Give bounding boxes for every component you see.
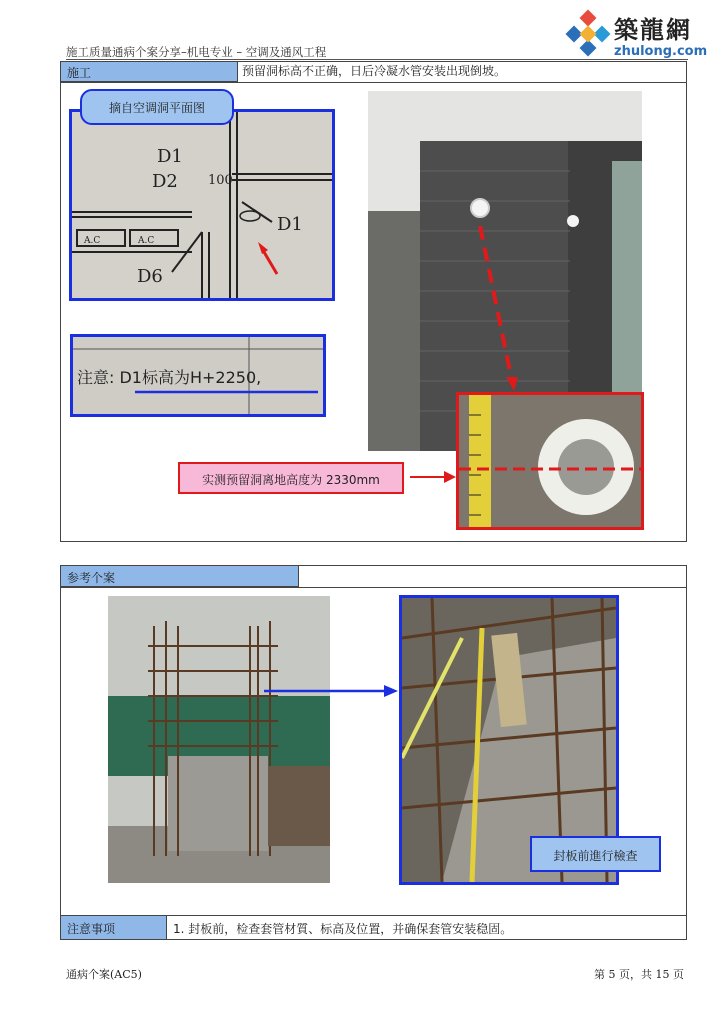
document-title: 施工质量通病个案分享–机电专业 – 空调及通风工程 (66, 45, 327, 59)
issue-description: 预留洞标高不正确，日后冷凝水管安装出现倒坡。 (242, 64, 507, 78)
svg-text:A.C: A.C (84, 236, 101, 246)
floor-plan-photo (69, 109, 335, 301)
svg-text:100: 100 (208, 173, 233, 188)
section-label-construction: 施工 (61, 62, 238, 82)
footer-page-number: 第 5 页，共 15 页 (594, 968, 684, 981)
note-text: 注意: D1标高为H+2250, (77, 368, 262, 387)
notes-text: 1. 封板前，检查套管材質、标高及位置，并确保套管安装稳固。 (173, 922, 513, 936)
logo-text-en: zhulong.com (614, 44, 708, 59)
row-divider (61, 82, 686, 83)
footer-doc-code: 通病个案(AC5) (66, 968, 142, 981)
section-label-notes: 注意事项 (61, 916, 167, 939)
measured-height-label: 实测预留洞离地高度为 2330mm (178, 462, 404, 494)
logo-emblem-icon (560, 8, 616, 64)
measurement-closeup-photo (456, 392, 644, 530)
source-callout: 摘自空调洞平面图 (80, 89, 234, 125)
svg-text:D6: D6 (137, 266, 163, 287)
svg-text:D2: D2 (152, 171, 178, 192)
section-label-reference: 参考个案 (61, 566, 299, 587)
svg-text:D1: D1 (157, 146, 183, 167)
svg-text:D1: D1 (277, 214, 303, 235)
elevation-note-photo (70, 334, 326, 417)
row-divider (61, 587, 686, 588)
logo-text-cn: 築龍網 (614, 15, 692, 44)
rebar-column-photo (108, 596, 330, 883)
inspection-label: 封板前進行檢查 (530, 836, 661, 872)
red-arrow-icon (408, 469, 458, 485)
svg-text:A.C: A.C (138, 236, 155, 246)
blue-arrow-icon (262, 683, 400, 699)
